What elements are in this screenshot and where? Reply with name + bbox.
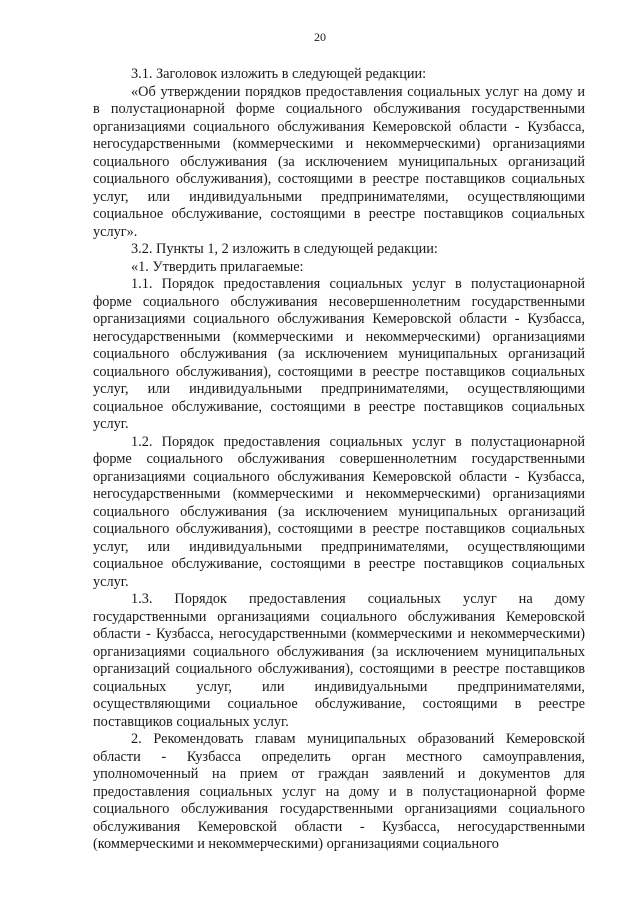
paragraph-1-2: 1.2. Порядок предоставления социальных услуг в полустационарной форме социального обслуживания совершеннолетним государственными организациями социального обслуживания Кемеровской области - Кузбасса, негосударственными (коммерческими и некоммерческими) организациями социального обслуживания (за исключением муниципальных организаций социального обслуживания), состоящими в реестре поставщиков социальных услуг, или индивидуальными предпринимателями, осуществляющими социальное обслуживание, состоящими в реестре поставщиков социальных услуг.	[93, 433, 585, 590]
document-body	[93, 66, 585, 854]
paragraph-1-1: 1.1. Порядок предоставления социальных услуг в полустационарной форме социального обслуживания несовершеннолетним государственными организациями социального обслуживания Кемеровской области - Кузбасса, негосударственными (коммерческими и некоммерческими) организациями социального обслуживания (за исключением муниципальных организаций социального обслуживания), состоящими в реестре поставщиков социальных услуг, или индивидуальными предпринимателями, осуществляющими социальное обслуживание, состоящими в реестре поставщиков социальных услуг.	[93, 276, 585, 432]
paragraph-1-approve: «1. Утвердить прилагаемые:	[131, 258, 304, 275]
paragraph-3-2-heading: 3.2. Пункты 1, 2 изложить в следующей редакции:	[131, 241, 438, 257]
paragraph-1-3: 1.3. Порядок предоставления социальных услуг на дому государственными организациями социального обслуживания Кемеровской области - Кузбасса, негосударственными (коммерческими и некоммерческими) организациями социального обслуживания (за исключением муниципальных организаций социального обслуживания), состоящими в реестре поставщиков социальных услуг, или индивидуальными предпринимателями, осуществляющими социальное обслуживание, состоящими в реестре поставщиков социальных услуг.	[93, 591, 585, 730]
paragraph-3-1-heading: 3.1. Заголовок изложить в следующей редакции:	[131, 66, 427, 82]
page-number: 20	[314, 30, 326, 44]
paragraph-2-recommend: 2. Рекомендовать главам муниципальных образований Кемеровской области - Кузбасса определить орган местного самоуправления, уполномоченный на прием от граждан заявлений и документов для предоставления социальных услуг на дому и в полустационарной форме социального обслуживания государственными организациями социального обслуживания Кемеровской области - Кузбасса, негосударственными (коммерческими и некоммерческими) организациями социального	[93, 731, 585, 852]
paragraph-new-title: «Об утверждении порядков предоставления социальных услуг на дому и в полустационарной форме социального обслуживания государственными организациями социального обслуживания Кемеровской области - Кузбасса, негосударственными (коммерческими и некоммерческими) организациями социального обслуживания (за исключением муниципальных организаций социального обслуживания), состоящими в реестре поставщиков социальных услуг, или индивидуальными предпринимателями, осуществляющими социальное обслуживание, состоящими в реестре поставщиков социальных услуг».	[93, 83, 585, 240]
